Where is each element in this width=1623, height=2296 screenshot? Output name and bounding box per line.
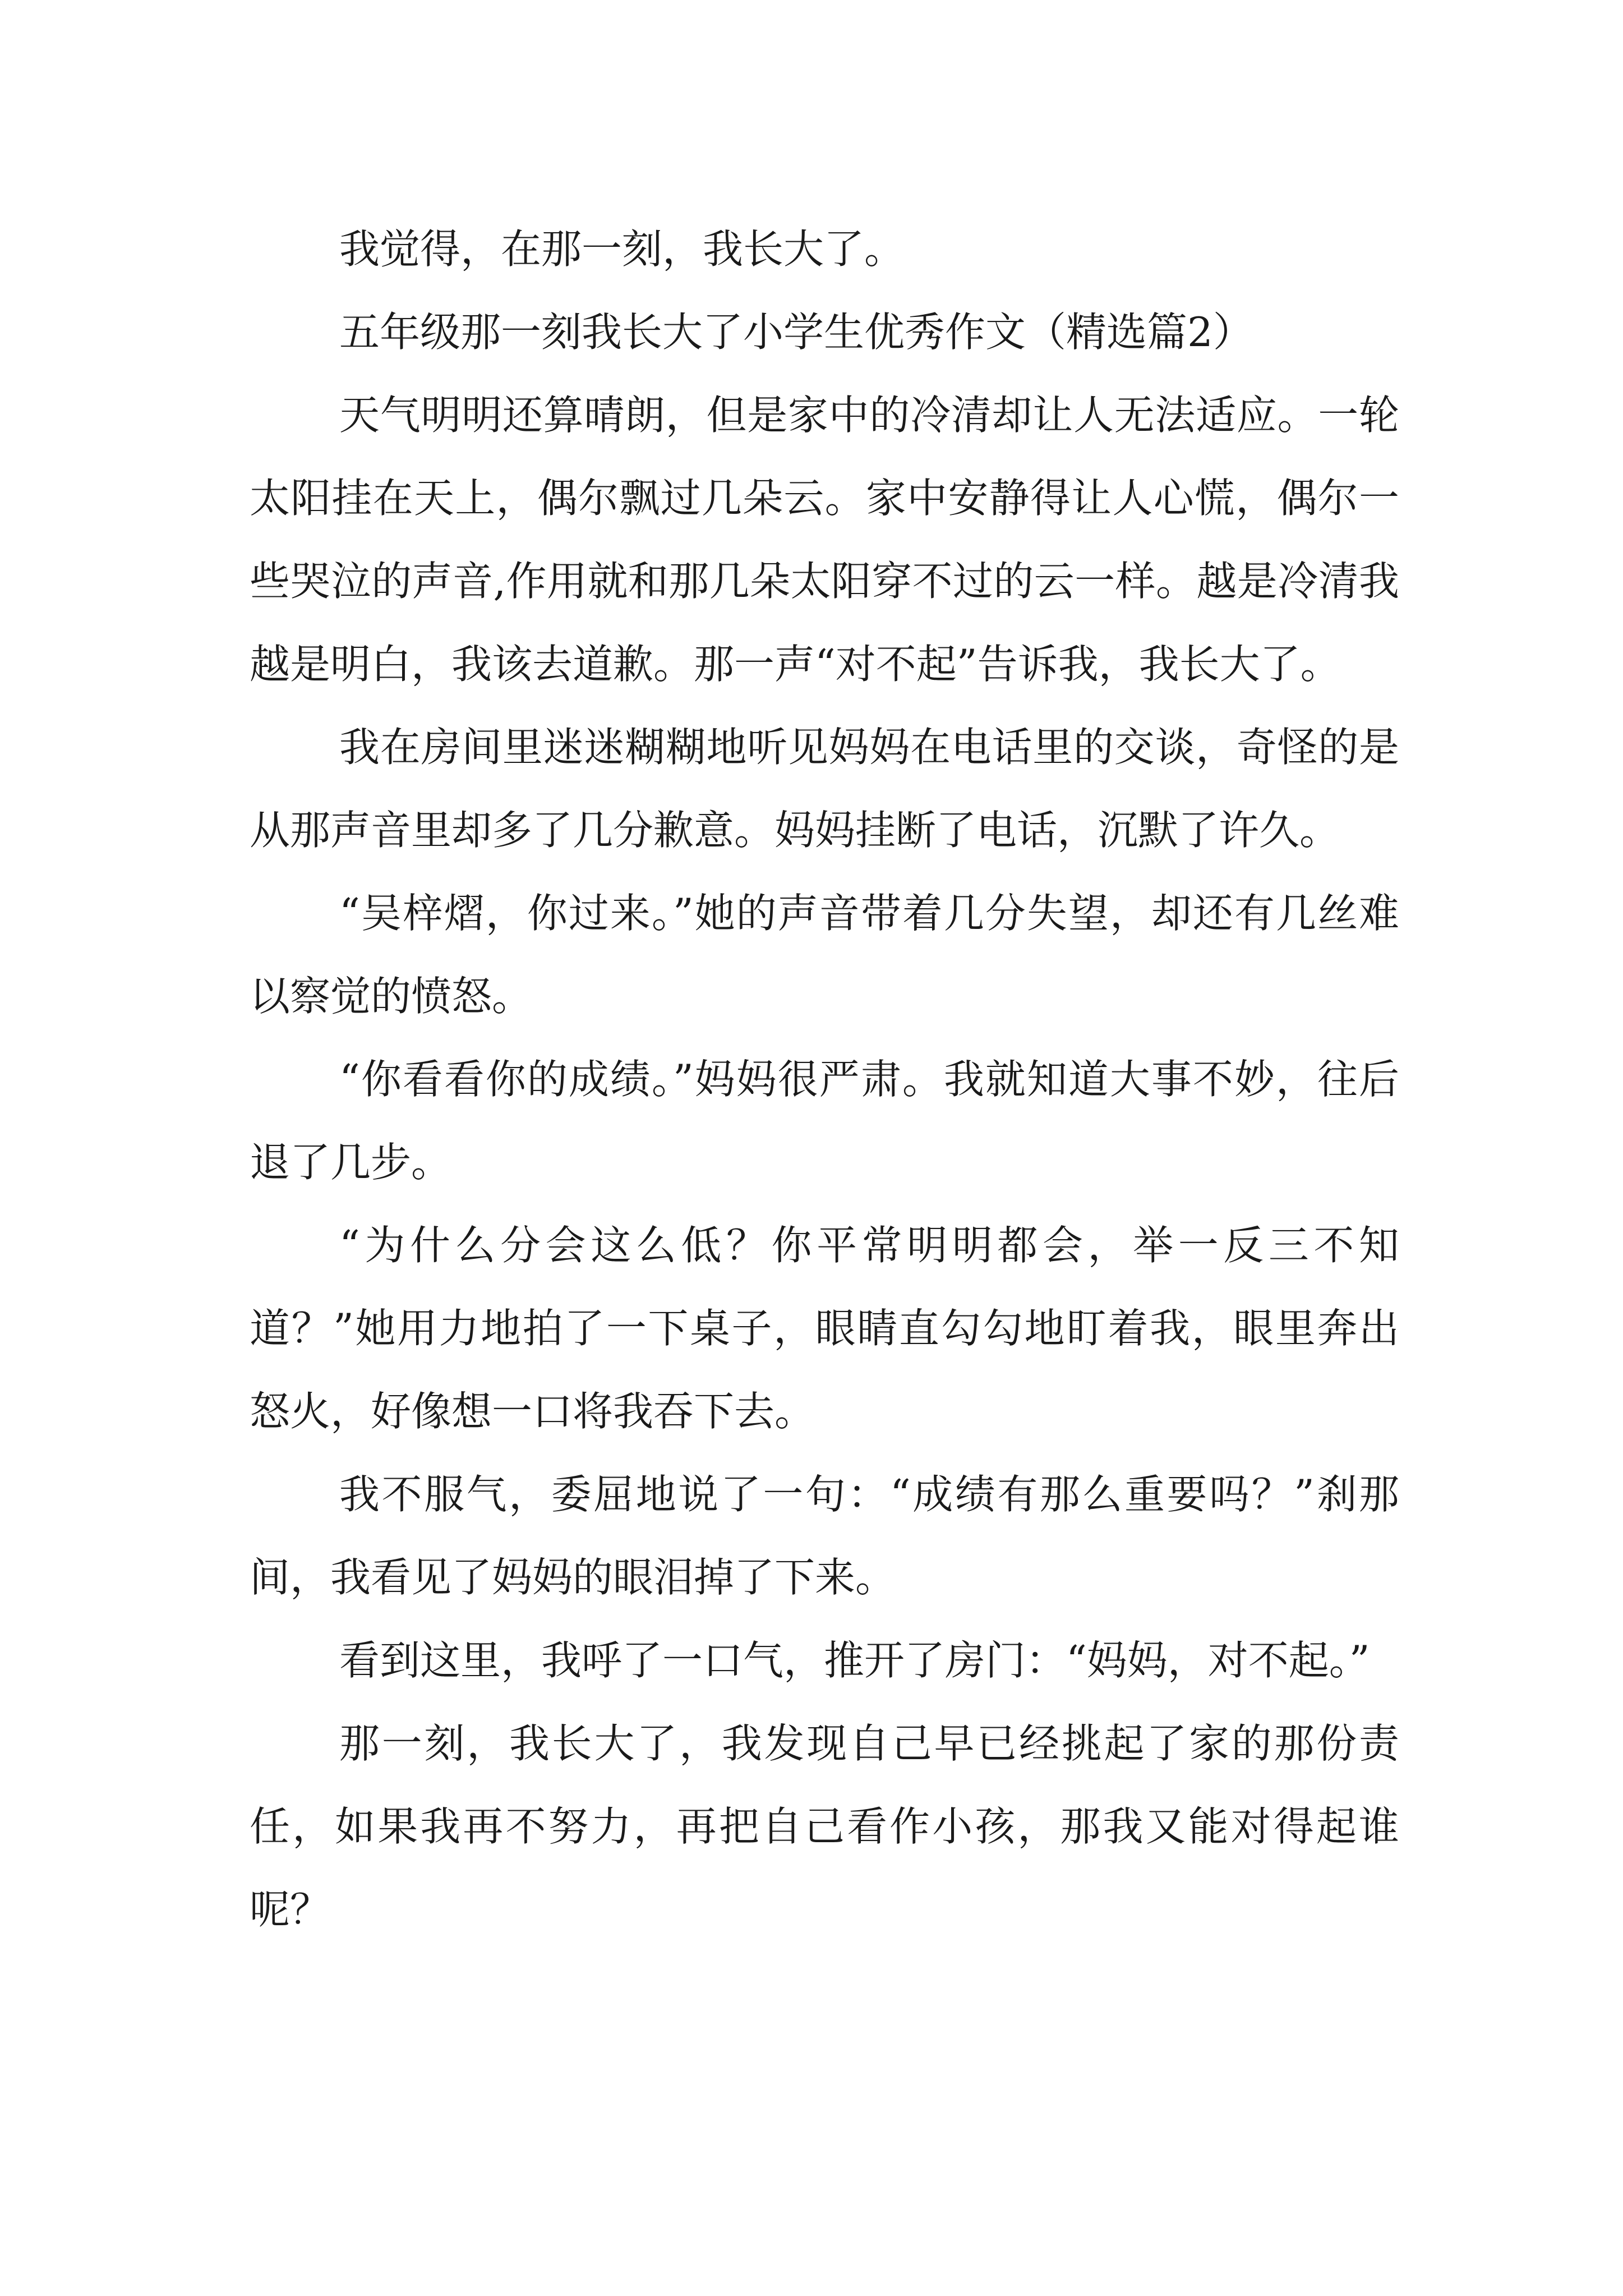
paragraph: 看到这里，我呼了一口气，推开了房门：“妈妈，对不起。” <box>339 1637 1370 1684</box>
section-title: 五年级那一刻我长大了小学生优秀作文（精选篇2） <box>339 309 1253 356</box>
document-body <box>250 208 1399 1951</box>
paragraph: 我不服气，委屈地说了一句：“成绩有那么重要吗？”刹那间，我看见了妈妈的眼泪掉了下来。 <box>250 1471 1399 1601</box>
paragraph: 我在房间里迷迷糊糊地听见妈妈在电话里的交谈，奇怪的是从那声音里却多了几分歉意。妈妈挂断了电话，沉默了许久。 <box>250 724 1399 854</box>
closing-sentence: 我觉得，在那一刻，我长大了。 <box>339 226 905 273</box>
paragraph: 天气明明还算晴朗，但是家中的冷清却让人无法适应。一轮太阳挂在天上，偶尔飘过几朵云。家中安静得让人心慌，偶尔一些哭泣的声音,作用就和那几朵太阳穿不过的云一样。越是冷清我越是明白，我该去道歉。那一声“对不起”告诉我，我长大了。 <box>250 392 1399 688</box>
paragraph: “吴梓熠，你过来。”她的声音带着几分失望，却还有几丝难以察觉的愤怒。 <box>250 890 1399 1020</box>
paragraph: “你看看你的成绩。”妈妈很严肃。我就知道大事不妙，往后退了几步。 <box>250 1056 1399 1186</box>
paragraph: “为什么分会这么低？你平常明明都会，举一反三不知道？”她用力地拍了一下桌子，眼睛直勾勾地盯着我，眼里奔出怒火，好像想一口将我吞下去。 <box>250 1222 1399 1435</box>
paragraph: 那一刻，我长大了，我发现自己早已经挑起了家的那份责任，如果我再不努力，再把自己看作小孩，那我又能对得起谁呢？ <box>250 1720 1399 1933</box>
